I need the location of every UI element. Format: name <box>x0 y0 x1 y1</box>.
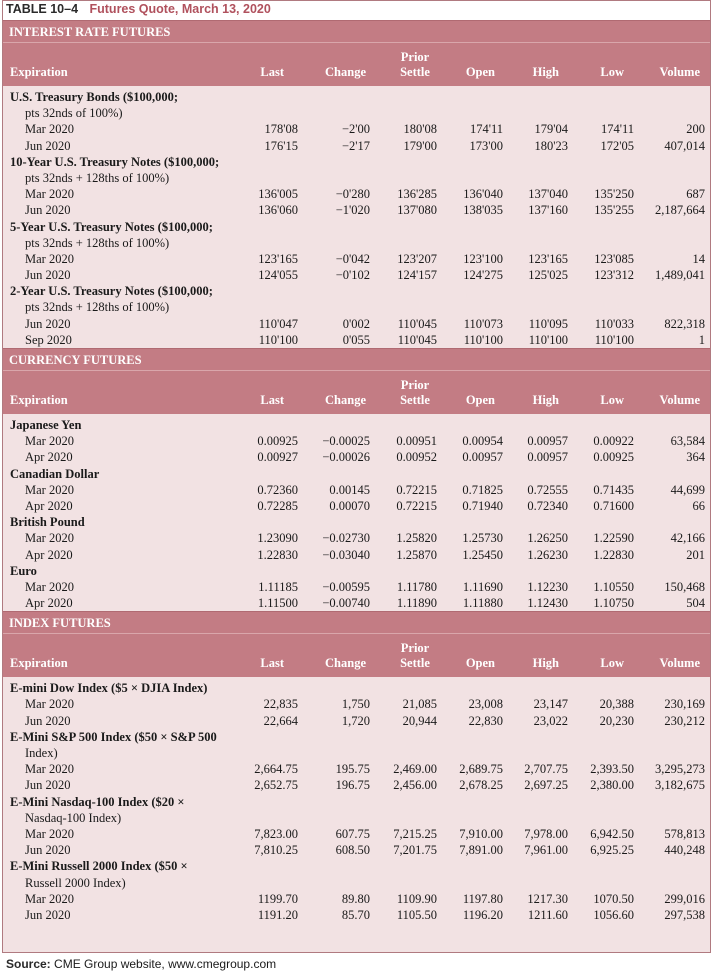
cell-prior: 1109.90 <box>396 891 437 906</box>
cell-expiration: Mar 2020 <box>25 579 74 594</box>
quote-row <box>3 842 710 858</box>
cell-low: 20,230 <box>599 713 634 728</box>
cell-low: 1.22590 <box>593 531 634 546</box>
source-note <box>6 957 276 971</box>
cell-low: 0.00922 <box>593 434 634 449</box>
cell-change: 0.00145 <box>329 482 370 497</box>
cell-high: 0.72340 <box>527 498 568 513</box>
cell-change: −0.00025 <box>322 434 370 449</box>
cell-last: 0.72360 <box>257 482 298 497</box>
cell-expiration: Jun 2020 <box>25 268 71 283</box>
cell-open: 0.00957 <box>462 450 503 465</box>
cell-expiration: Apr 2020 <box>25 450 73 465</box>
contract-name: Canadian Dollar <box>10 466 100 481</box>
column-header-last: Last <box>260 393 284 407</box>
cell-expiration: Mar 2020 <box>25 891 74 906</box>
table-caption: Futures Quote, March 13, 2020 <box>89 2 271 16</box>
section-heading: INTEREST RATE FUTURES <box>3 20 710 42</box>
cell-high: 1.12430 <box>527 596 568 611</box>
cell-low: 123'312 <box>594 268 634 283</box>
section-2 <box>3 611 710 923</box>
cell-volume: 822,318 <box>664 316 705 331</box>
cell-open: 1.25450 <box>462 547 503 562</box>
section-heading: CURRENCY FUTURES <box>3 348 710 370</box>
cell-volume: 687 <box>686 187 705 202</box>
cell-expiration: Jun 2020 <box>25 907 71 922</box>
cell-volume: 1,489,041 <box>655 268 705 283</box>
cell-prior: 179'00 <box>403 138 437 153</box>
cell-expiration: Mar 2020 <box>25 697 74 712</box>
cell-expiration: Mar 2020 <box>25 122 74 137</box>
cell-prior: 21,085 <box>402 697 437 712</box>
cell-high: 110'100 <box>528 332 568 347</box>
cell-open: 1197.80 <box>462 891 503 906</box>
cell-high: 2,707.75 <box>524 762 568 777</box>
cell-volume: 44,699 <box>670 482 705 497</box>
section-rows <box>3 677 710 923</box>
cell-prior: 124'157 <box>397 268 437 283</box>
section-rows <box>3 414 710 611</box>
contract-name: E-Mini S&P 500 Index ($50 × S&P 500 <box>10 729 217 744</box>
cell-expiration: Mar 2020 <box>25 762 74 777</box>
column-header-prior-line1: Prior <box>400 378 430 392</box>
contract-name: 5-Year U.S. Treasury Notes ($100,000; <box>10 219 213 234</box>
cell-change: 195.75 <box>335 762 370 777</box>
cell-open: 1.11880 <box>462 596 503 611</box>
column-header-high: High <box>532 393 559 407</box>
cell-high: 23,022 <box>533 713 568 728</box>
cell-low: 1.22830 <box>593 547 634 562</box>
cell-open: 110'100 <box>463 332 503 347</box>
column-header-prior-line2: Settle <box>400 656 430 671</box>
cell-last: 22,835 <box>263 697 298 712</box>
cell-open: 23,008 <box>468 697 503 712</box>
cell-volume: 2,187,664 <box>655 203 705 218</box>
contract-spec: pts 32nds of 100%) <box>25 106 123 121</box>
contract-name: Euro <box>10 563 37 578</box>
cell-last: 1.23090 <box>257 531 298 546</box>
cell-volume: 66 <box>692 498 705 513</box>
cell-change: 89.80 <box>341 891 370 906</box>
cell-change: 0'002 <box>342 316 370 331</box>
cell-high: 125'025 <box>528 268 568 283</box>
futures-quote-table <box>2 0 711 953</box>
column-header-prior-line2: Settle <box>400 393 430 407</box>
cell-open: 0.00954 <box>462 434 503 449</box>
quote-row <box>3 121 710 137</box>
cell-low: 110'033 <box>594 316 634 331</box>
cell-open: 110'073 <box>463 316 503 331</box>
cell-high: 2,697.25 <box>524 778 568 793</box>
cell-last: 2,664.75 <box>254 762 298 777</box>
cell-last: 1199.70 <box>257 891 298 906</box>
quote-row <box>3 449 710 465</box>
cell-open: 1.11690 <box>462 579 503 594</box>
cell-last: 123'165 <box>258 251 298 266</box>
cell-last: 22,664 <box>263 713 298 728</box>
cell-high: 7,961.00 <box>524 843 568 858</box>
column-header-high: High <box>532 656 559 671</box>
cell-change: 1,720 <box>341 713 370 728</box>
contract-name: 2-Year U.S. Treasury Notes ($100,000; <box>10 284 213 299</box>
cell-prior: 0.72215 <box>396 498 437 513</box>
cell-change: −2'17 <box>341 138 370 153</box>
cell-change: 0.00070 <box>329 498 370 513</box>
quote-row <box>3 332 710 348</box>
cell-low: 1.10750 <box>593 596 634 611</box>
cell-prior: 123'207 <box>397 251 437 266</box>
cell-volume: 230,169 <box>664 697 705 712</box>
cell-last: 176'15 <box>264 138 298 153</box>
quote-row <box>3 891 710 907</box>
contract-name: British Pound <box>10 515 85 530</box>
cell-prior: 0.00952 <box>396 450 437 465</box>
column-header-low: Low <box>600 65 624 79</box>
column-header-open: Open <box>465 65 495 79</box>
cell-prior: 0.72215 <box>396 482 437 497</box>
quote-row <box>3 498 710 514</box>
cell-prior: 1.11890 <box>396 596 437 611</box>
contract-name: E-mini Dow Index ($5 × DJIA Index) <box>10 681 208 696</box>
cell-change: −0.00026 <box>322 450 370 465</box>
contract-spec: pts 32nds + 128ths of 100%) <box>25 300 170 315</box>
cell-open: 22,830 <box>468 713 503 728</box>
quote-row <box>3 482 710 498</box>
cell-open: 136'040 <box>463 187 503 202</box>
cell-prior: 137'080 <box>397 203 437 218</box>
cell-high: 0.72555 <box>527 482 568 497</box>
cell-low: 6,925.25 <box>590 843 634 858</box>
section-1 <box>3 348 710 611</box>
cell-change: −0'042 <box>335 251 370 266</box>
quote-row <box>3 267 710 283</box>
cell-high: 1.26230 <box>527 547 568 562</box>
cell-volume: 150,468 <box>664 579 705 594</box>
cell-low: 172'05 <box>600 138 634 153</box>
column-header-prior-line2: Settle <box>400 65 430 79</box>
cell-expiration: Mar 2020 <box>25 434 74 449</box>
cell-low: 6,942.50 <box>590 826 634 841</box>
contract-name: E-Mini Russell 2000 Index ($50 × <box>10 859 188 874</box>
cell-prior: 1.25820 <box>396 531 437 546</box>
cell-change: 608.50 <box>335 843 370 858</box>
cell-open: 1196.20 <box>462 907 503 922</box>
cell-prior: 2,456.00 <box>393 778 437 793</box>
column-header-change: Change <box>325 65 366 79</box>
cell-prior: 136'285 <box>397 187 437 202</box>
cell-high: 1.26250 <box>527 531 568 546</box>
cell-open: 7,910.00 <box>459 826 503 841</box>
cell-volume: 3,295,273 <box>655 762 705 777</box>
column-header-prior-line1: Prior <box>400 641 430 656</box>
quote-row <box>3 696 710 712</box>
cell-expiration: Jun 2020 <box>25 713 71 728</box>
cell-last: 7,823.00 <box>254 826 298 841</box>
column-header-open: Open <box>465 393 495 407</box>
cell-low: 1070.50 <box>593 891 634 906</box>
column-header-prior-line1: Prior <box>400 50 430 64</box>
cell-expiration: Jun 2020 <box>25 138 71 153</box>
cell-expiration: Mar 2020 <box>25 482 74 497</box>
cell-prior: 20,944 <box>402 713 437 728</box>
cell-last: 1.11500 <box>257 596 298 611</box>
cell-change: −0'280 <box>335 187 370 202</box>
cell-expiration: Jun 2020 <box>25 843 71 858</box>
cell-expiration: Jun 2020 <box>25 203 71 218</box>
table-number: TABLE 10–4 <box>6 2 79 16</box>
cell-high: 0.00957 <box>527 450 568 465</box>
cell-volume: 230,212 <box>664 713 705 728</box>
column-header-expiration: Expiration <box>10 65 68 79</box>
cell-expiration: Mar 2020 <box>25 187 74 202</box>
cell-low: 1.10550 <box>593 579 634 594</box>
cell-expiration: Jun 2020 <box>25 316 71 331</box>
table-title <box>3 1 710 20</box>
cell-expiration: Mar 2020 <box>25 251 74 266</box>
cell-change: 1,750 <box>341 697 370 712</box>
cell-last: 1.11185 <box>258 579 298 594</box>
cell-open: 2,689.75 <box>459 762 503 777</box>
cell-open: 7,891.00 <box>459 843 503 858</box>
cell-expiration: Mar 2020 <box>25 531 74 546</box>
quote-row <box>3 186 710 202</box>
quote-row <box>3 907 710 923</box>
source-label: Source: <box>6 957 51 971</box>
quote-row <box>3 251 710 267</box>
cell-high: 180'23 <box>534 138 568 153</box>
cell-high: 1.12230 <box>527 579 568 594</box>
cell-expiration: Apr 2020 <box>25 498 73 513</box>
cell-prior: 7,215.25 <box>393 826 437 841</box>
source-text: CME Group website, www.cmegroup.com <box>54 957 277 971</box>
cell-prior: 180'08 <box>403 122 437 137</box>
cell-open: 138'035 <box>463 203 503 218</box>
cell-low: 0.00925 <box>593 450 634 465</box>
cell-last: 0.72285 <box>257 498 298 513</box>
quote-row <box>3 547 710 563</box>
cell-last: 178'08 <box>264 122 298 137</box>
cell-expiration: Apr 2020 <box>25 596 73 611</box>
column-header-volume: Volume <box>659 65 700 79</box>
cell-open: 1.25730 <box>462 531 503 546</box>
cell-high: 1217.30 <box>527 891 568 906</box>
cell-change: 607.75 <box>335 826 370 841</box>
contract-name: E-Mini Nasdaq-100 Index ($20 × <box>10 794 185 809</box>
quote-row <box>3 530 710 546</box>
cell-low: 1056.60 <box>593 907 634 922</box>
cell-volume: 63,584 <box>670 434 705 449</box>
column-header-prior-settle <box>385 50 445 80</box>
cell-high: 0.00957 <box>527 434 568 449</box>
quote-row <box>3 138 710 154</box>
cell-low: 20,388 <box>599 697 634 712</box>
cell-change: −0.02730 <box>322 531 370 546</box>
cell-low: 135'255 <box>594 203 634 218</box>
cell-prior: 1105.50 <box>396 907 437 922</box>
cell-last: 1.22830 <box>257 547 298 562</box>
cell-volume: 299,016 <box>664 891 705 906</box>
cell-low: 0.71600 <box>593 498 634 513</box>
contract-spec: Nasdaq-100 Index) <box>25 810 122 825</box>
cell-volume: 504 <box>686 596 705 611</box>
cell-volume: 578,813 <box>664 826 705 841</box>
column-header-open: Open <box>465 656 495 671</box>
column-header-low: Low <box>600 656 624 671</box>
section-0 <box>3 20 710 348</box>
column-header-row <box>3 370 710 414</box>
cell-volume: 201 <box>686 547 705 562</box>
cell-prior: 0.00951 <box>396 434 437 449</box>
cell-last: 0.00927 <box>257 450 298 465</box>
cell-high: 137'160 <box>528 203 568 218</box>
cell-expiration: Mar 2020 <box>25 826 74 841</box>
cell-change: 85.70 <box>341 907 370 922</box>
cell-expiration: Sep 2020 <box>25 332 72 347</box>
cell-volume: 200 <box>686 122 705 137</box>
cell-last: 136'060 <box>258 203 298 218</box>
cell-high: 7,978.00 <box>524 826 568 841</box>
cell-high: 179'04 <box>534 122 568 137</box>
cell-change: −0.00740 <box>322 596 370 611</box>
cell-high: 23,147 <box>533 697 568 712</box>
quote-row <box>3 761 710 777</box>
cell-change: 196.75 <box>335 778 370 793</box>
column-header-row <box>3 633 710 677</box>
cell-prior: 110'045 <box>397 332 437 347</box>
cell-expiration: Apr 2020 <box>25 547 73 562</box>
cell-last: 110'100 <box>258 332 298 347</box>
contract-name: 10-Year U.S. Treasury Notes ($100,000; <box>10 154 220 169</box>
column-header-expiration: Expiration <box>10 656 68 671</box>
cell-last: 1191.20 <box>257 907 298 922</box>
contract-name: Japanese Yen <box>10 418 82 432</box>
cell-open: 0.71825 <box>462 482 503 497</box>
cell-low: 174'11 <box>600 122 634 137</box>
column-header-change: Change <box>325 393 366 407</box>
cell-change: −0'102 <box>335 268 370 283</box>
cell-change: −1'020 <box>335 203 370 218</box>
quote-row <box>3 202 710 218</box>
cell-last: 136'005 <box>258 187 298 202</box>
cell-last: 110'047 <box>258 316 298 331</box>
cell-high: 110'095 <box>528 316 568 331</box>
quote-row <box>3 595 710 611</box>
cell-open: 123'100 <box>463 251 503 266</box>
cell-prior: 110'045 <box>397 316 437 331</box>
column-header-last: Last <box>260 65 284 79</box>
cell-prior: 1.11780 <box>396 579 437 594</box>
cell-volume: 1 <box>698 332 705 347</box>
cell-volume: 440,248 <box>664 843 705 858</box>
cell-prior: 7,201.75 <box>393 843 437 858</box>
quote-row <box>3 433 710 449</box>
section-rows <box>3 86 710 348</box>
cell-open: 2,678.25 <box>459 778 503 793</box>
section-heading: INDEX FUTURES <box>3 611 710 633</box>
cell-low: 2,380.00 <box>590 778 634 793</box>
column-header-last: Last <box>260 656 284 671</box>
cell-last: 7,810.25 <box>254 843 298 858</box>
cell-change: −2'00 <box>341 122 370 137</box>
quote-row <box>3 316 710 332</box>
column-header-high: High <box>532 65 559 79</box>
cell-volume: 407,014 <box>664 138 705 153</box>
cell-last: 2,652.75 <box>254 778 298 793</box>
cell-volume: 3,182,675 <box>655 778 705 793</box>
column-header-prior-settle <box>385 378 445 408</box>
cell-prior: 1.25870 <box>396 547 437 562</box>
cell-low: 2,393.50 <box>590 762 634 777</box>
cell-open: 0.71940 <box>462 498 503 513</box>
cell-low: 123'085 <box>594 251 634 266</box>
column-header-low: Low <box>600 393 624 407</box>
cell-volume: 14 <box>692 251 705 266</box>
cell-volume: 364 <box>686 450 705 465</box>
cell-volume: 42,166 <box>670 531 705 546</box>
contract-name: U.S. Treasury Bonds ($100,000; <box>10 90 179 104</box>
cell-change: −0.03040 <box>322 547 370 562</box>
cell-expiration: Jun 2020 <box>25 778 71 793</box>
cell-low: 110'100 <box>594 332 634 347</box>
quote-row <box>3 713 710 729</box>
contract-spec: pts 32nds + 128ths of 100%) <box>25 235 170 250</box>
cell-volume: 297,538 <box>664 907 705 922</box>
cell-open: 174'11 <box>469 122 503 137</box>
cell-high: 1211.60 <box>527 907 568 922</box>
quote-row <box>3 777 710 793</box>
column-header-change: Change <box>325 656 366 671</box>
cell-high: 123'165 <box>528 251 568 266</box>
cell-change: 0'055 <box>342 332 370 347</box>
cell-low: 135'250 <box>594 187 634 202</box>
column-header-row <box>3 42 710 86</box>
cell-open: 173'00 <box>469 138 503 153</box>
contract-spec: Russell 2000 Index) <box>25 875 126 890</box>
column-header-prior-settle <box>385 641 445 671</box>
quote-row <box>3 826 710 842</box>
cell-high: 137'040 <box>528 187 568 202</box>
contract-spec: Index) <box>25 746 58 760</box>
contract-spec: pts 32nds + 128ths of 100%) <box>25 170 170 185</box>
cell-last: 124'055 <box>258 268 298 283</box>
cell-low: 0.71435 <box>593 482 634 497</box>
column-header-volume: Volume <box>659 656 700 671</box>
cell-prior: 2,469.00 <box>393 762 437 777</box>
column-header-expiration: Expiration <box>10 393 68 407</box>
quote-row <box>3 579 710 595</box>
column-header-volume: Volume <box>659 393 700 407</box>
cell-open: 124'275 <box>463 268 503 283</box>
cell-change: −0.00595 <box>322 579 370 594</box>
table-body <box>3 20 710 923</box>
cell-last: 0.00925 <box>257 434 298 449</box>
